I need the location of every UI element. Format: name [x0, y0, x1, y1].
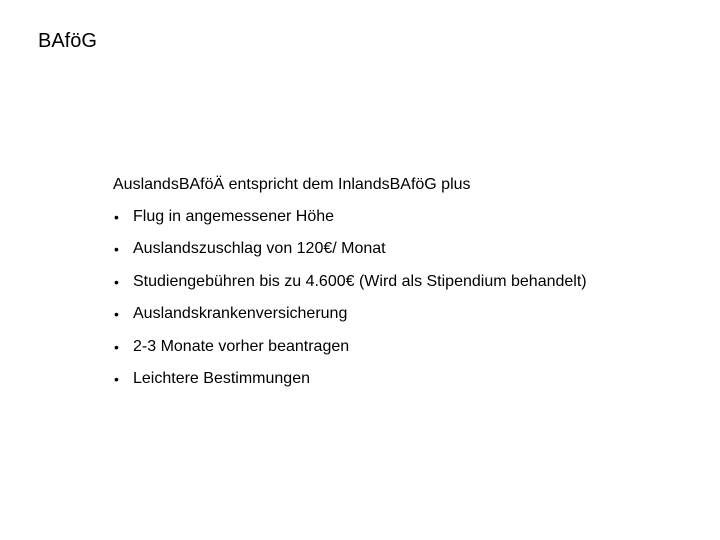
bullet-icon: • [114, 338, 119, 355]
list-item [113, 369, 693, 401]
list-item [113, 337, 693, 369]
list-item [113, 239, 693, 271]
list-item [113, 207, 693, 239]
bullet-text: Flug in angemessener Höhe [133, 208, 335, 225]
list-item [113, 272, 693, 304]
bullet-text: 2-3 Monate vorher beantragen [133, 337, 350, 355]
slide-title: BAföG [38, 30, 97, 52]
bullet-text: Leichtere Bestimmungen [133, 369, 310, 387]
bullet-text: Auslandszuschlag von 120€/ Monat [133, 240, 386, 258]
bullet-icon: • [114, 209, 119, 225]
bullet-text: Auslandskrankenversicherung [133, 305, 348, 323]
bullet-icon: • [114, 370, 119, 387]
bullet-text: Studiengebühren bis zu 4.600€ (Wird als Stipendium behandelt) [133, 272, 587, 290]
list-item [113, 304, 693, 336]
bullet-icon: • [114, 241, 119, 258]
slide-content [113, 175, 693, 401]
bullet-icon: • [114, 306, 119, 323]
intro-text: AuslandsBAföÄ entspricht dem InlandsBAföG plus [113, 176, 471, 193]
bullet-icon: • [114, 273, 119, 290]
bullet-list [113, 207, 693, 401]
